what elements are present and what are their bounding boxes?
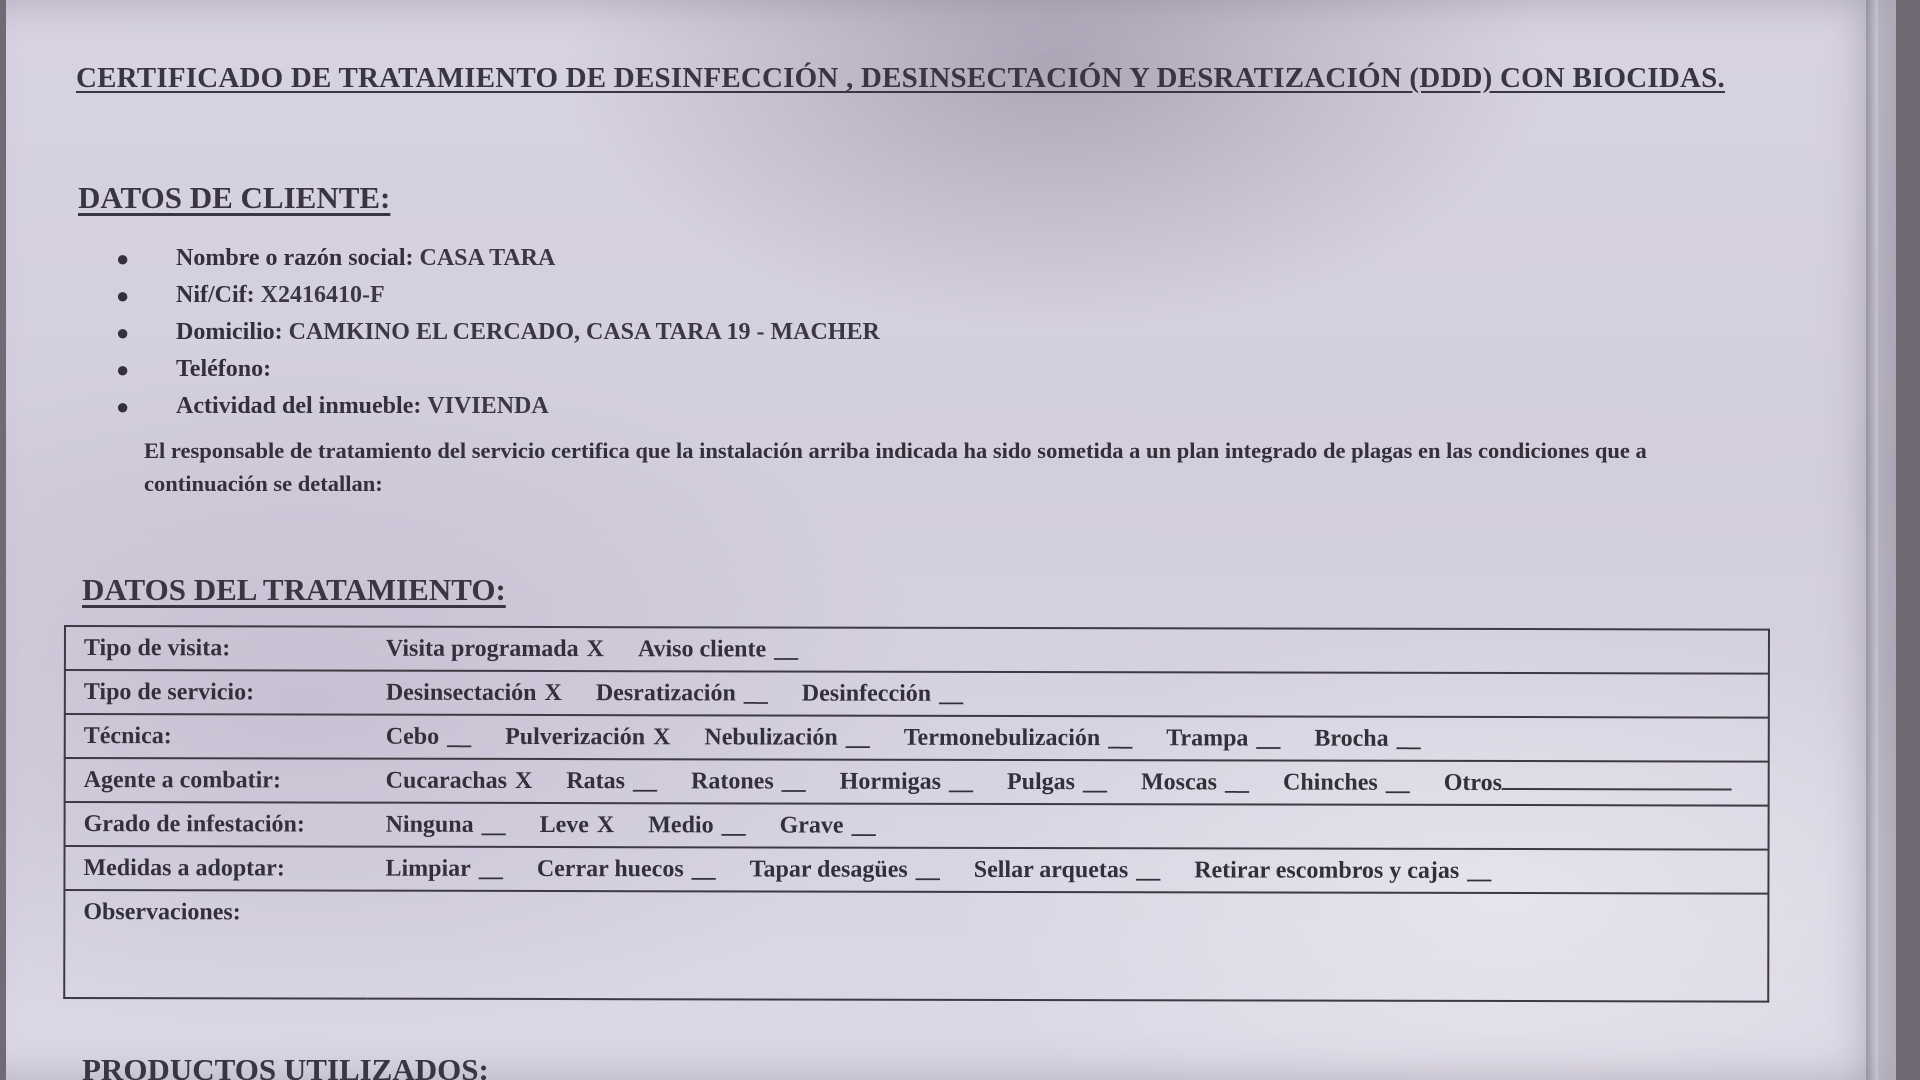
- option-label: Termonebulización: [903, 724, 1101, 751]
- observations-cell: [64, 890, 1768, 1002]
- option-ninguna: [386, 811, 506, 838]
- treatment-row-tipo-de-servicio: [65, 670, 1769, 718]
- option-grave: [780, 812, 876, 839]
- option-mark: __: [481, 811, 506, 838]
- option-desratizacion: [596, 680, 768, 707]
- option-mark: __: [1224, 768, 1250, 795]
- option-desinsectacion: [386, 679, 562, 706]
- treatment-row-label: Tipo de visita:: [65, 626, 368, 671]
- option-mark: __: [478, 855, 503, 882]
- option-mark: __: [632, 767, 658, 794]
- blank-line: [1502, 786, 1732, 790]
- option-mark: __: [1385, 769, 1410, 796]
- option-visita-programada: [386, 635, 604, 662]
- option-otros: [1444, 769, 1732, 797]
- treatment-row-label: Medidas a adoptar:: [64, 846, 367, 891]
- option-mark: __: [948, 768, 974, 795]
- option-ratas: [566, 768, 657, 795]
- option-trampa: [1166, 725, 1280, 752]
- option-mark: __: [915, 856, 940, 883]
- bullet-icon: ●: [116, 357, 130, 382]
- option-mark: __: [691, 855, 716, 882]
- bullet-icon: ●: [116, 320, 130, 345]
- option-label: Hormigas: [839, 768, 942, 795]
- option-label: Cucarachas: [385, 767, 508, 794]
- option-mark: __: [743, 679, 768, 706]
- client-item-label: Nombre o razón social:: [176, 245, 414, 271]
- option-mark: __: [1136, 856, 1161, 883]
- client-item-value: VIVIENDA: [427, 393, 549, 419]
- option-label: Otros: [1443, 769, 1502, 796]
- option-mark: __: [447, 723, 472, 750]
- client-item-value: X2416410-F: [260, 282, 385, 308]
- option-nebulizacion: [704, 724, 869, 751]
- observations-label: Observaciones:: [83, 899, 241, 926]
- client-item-address: [114, 314, 1214, 351]
- option-mark: __: [1396, 725, 1421, 752]
- option-label: Pulgas: [1006, 768, 1076, 795]
- option-cucarachas: [386, 767, 533, 794]
- option-label: Ratones: [690, 767, 774, 794]
- option-aviso-cliente: [638, 636, 798, 663]
- client-item-label: Actividad del inmueble:: [176, 393, 422, 419]
- option-mark: X: [586, 635, 604, 662]
- client-item-nif: [114, 277, 1214, 314]
- option-mark: __: [1256, 724, 1281, 752]
- treatment-row-options: [368, 759, 1769, 806]
- option-label: Cebo: [385, 723, 440, 750]
- option-medio: [648, 812, 745, 839]
- option-mark: X: [596, 811, 615, 838]
- option-termonebulizacion: [904, 724, 1133, 751]
- client-item-value: CASA TARA: [419, 245, 556, 271]
- client-data-list: [114, 240, 1214, 425]
- option-chinches: [1283, 769, 1410, 796]
- client-item-label: Domicilio:: [176, 319, 283, 345]
- page-edge: [1866, 0, 1878, 1080]
- option-mark: X: [653, 723, 671, 750]
- option-pulverizacion: [505, 723, 670, 750]
- option-limpiar: [385, 855, 502, 882]
- treatment-row-medidas-a-adoptar: [64, 846, 1768, 894]
- treatment-row-options: [368, 671, 1769, 718]
- option-mark: __: [1083, 768, 1108, 795]
- option-mark: __: [721, 811, 746, 838]
- treatment-row-tecnica: [65, 714, 1769, 762]
- treatment-row-label: Tipo de servicio:: [65, 670, 368, 715]
- option-label: Leve: [539, 811, 589, 838]
- option-label: Cerrar huecos: [536, 855, 684, 882]
- treatment-row-observaciones: [64, 890, 1768, 1002]
- option-label: Grave: [779, 811, 844, 839]
- bullet-icon: ●: [116, 394, 130, 419]
- option-sellar-arquetas: [974, 856, 1161, 883]
- option-mark: __: [1467, 857, 1492, 884]
- treatment-row-options: [368, 803, 1769, 850]
- option-cerrar-huecos: [537, 855, 716, 882]
- treatment-row-label: Técnica:: [65, 714, 368, 759]
- client-item-name: [114, 240, 1214, 277]
- client-item-phone: [114, 351, 1214, 388]
- client-heading: DATOS DE CLIENTE:: [78, 180, 391, 215]
- document-title: CERTIFICADO DE TRATAMIENTO DE DESINFECCIÓN , DESINSECTACIÓN Y DESRATIZACIÓN (DDD) CON BIOCIDAS.: [76, 62, 1725, 94]
- treatment-row-grado-de-infestacion: [65, 802, 1769, 850]
- option-label: Tapar desagües: [749, 855, 908, 883]
- option-label: Ratas: [566, 767, 626, 794]
- certificate-sheet: [6, 0, 1896, 1080]
- option-label: Limpiar: [385, 855, 471, 882]
- option-label: Sellar arquetas: [973, 856, 1129, 883]
- treatment-row-options: [368, 627, 1769, 674]
- option-label: Aviso cliente: [637, 635, 767, 662]
- option-mark: __: [851, 812, 876, 839]
- option-mark: __: [774, 635, 799, 663]
- client-item-activity: [114, 388, 1214, 425]
- option-mark: __: [939, 680, 964, 707]
- client-item-label: Nif/Cif:: [176, 282, 255, 308]
- option-leve: [540, 811, 615, 838]
- option-label: Nebulización: [704, 723, 838, 751]
- option-label: Brocha: [1314, 725, 1389, 752]
- treatment-heading: DATOS DEL TRATAMIENTO:: [82, 572, 506, 607]
- option-brocha: [1314, 725, 1420, 752]
- bullet-icon: ●: [116, 283, 130, 308]
- option-desinfeccion: [802, 680, 963, 707]
- option-label: Desratización: [595, 679, 736, 706]
- bullet-icon: ●: [116, 246, 130, 271]
- option-mark: __: [1108, 724, 1133, 751]
- option-label: Desinfección: [801, 680, 932, 707]
- option-label: Ninguna: [385, 811, 474, 838]
- option-mark: __: [845, 724, 870, 751]
- option-moscas: [1141, 769, 1249, 796]
- option-mark: __: [781, 768, 806, 795]
- option-label: Pulverización: [505, 723, 646, 750]
- option-label: Moscas: [1141, 768, 1218, 795]
- option-cebo: [386, 723, 471, 750]
- treatment-row-tipo-de-visita: [65, 626, 1769, 674]
- option-label: Desinsectación: [385, 679, 537, 706]
- treatment-row-options: [368, 715, 1769, 762]
- treatment-row-options: [367, 847, 1768, 894]
- treatment-row-agente-a-combatir: [65, 758, 1769, 806]
- certification-statement: El responsable de tratamiento del servicio certifica que la instalación arriba indicada ha sido sometida a un plan integrado de plagas en las condiciones que a continuación se detallan:: [144, 438, 1647, 496]
- option-label: Medio: [648, 811, 714, 838]
- option-retirar-escombros-y-cajas: [1194, 857, 1491, 885]
- treatment-table: [63, 625, 1770, 1003]
- option-label: Trampa: [1166, 724, 1249, 751]
- option-label: Retirar escombros y cajas: [1194, 856, 1460, 884]
- option-label: Visita programada: [385, 635, 579, 662]
- option-tapar-desagues: [750, 856, 940, 883]
- option-mark: X: [514, 767, 533, 794]
- treatment-row-label: Agente a combatir:: [65, 758, 368, 803]
- option-hormigas: [840, 768, 973, 795]
- option-mark: X: [544, 679, 562, 706]
- treatment-row-label: Grado de infestación:: [65, 802, 368, 847]
- client-item-label: Teléfono:: [176, 356, 272, 382]
- option-ratones: [691, 768, 806, 795]
- option-label: Chinches: [1282, 769, 1378, 796]
- client-item-value: CAMKINO EL CERCADO, CASA TARA 19 - MACHER: [288, 319, 880, 345]
- option-pulgas: [1007, 768, 1107, 795]
- products-heading: PRODUCTOS UTILIZADOS:: [82, 1052, 489, 1080]
